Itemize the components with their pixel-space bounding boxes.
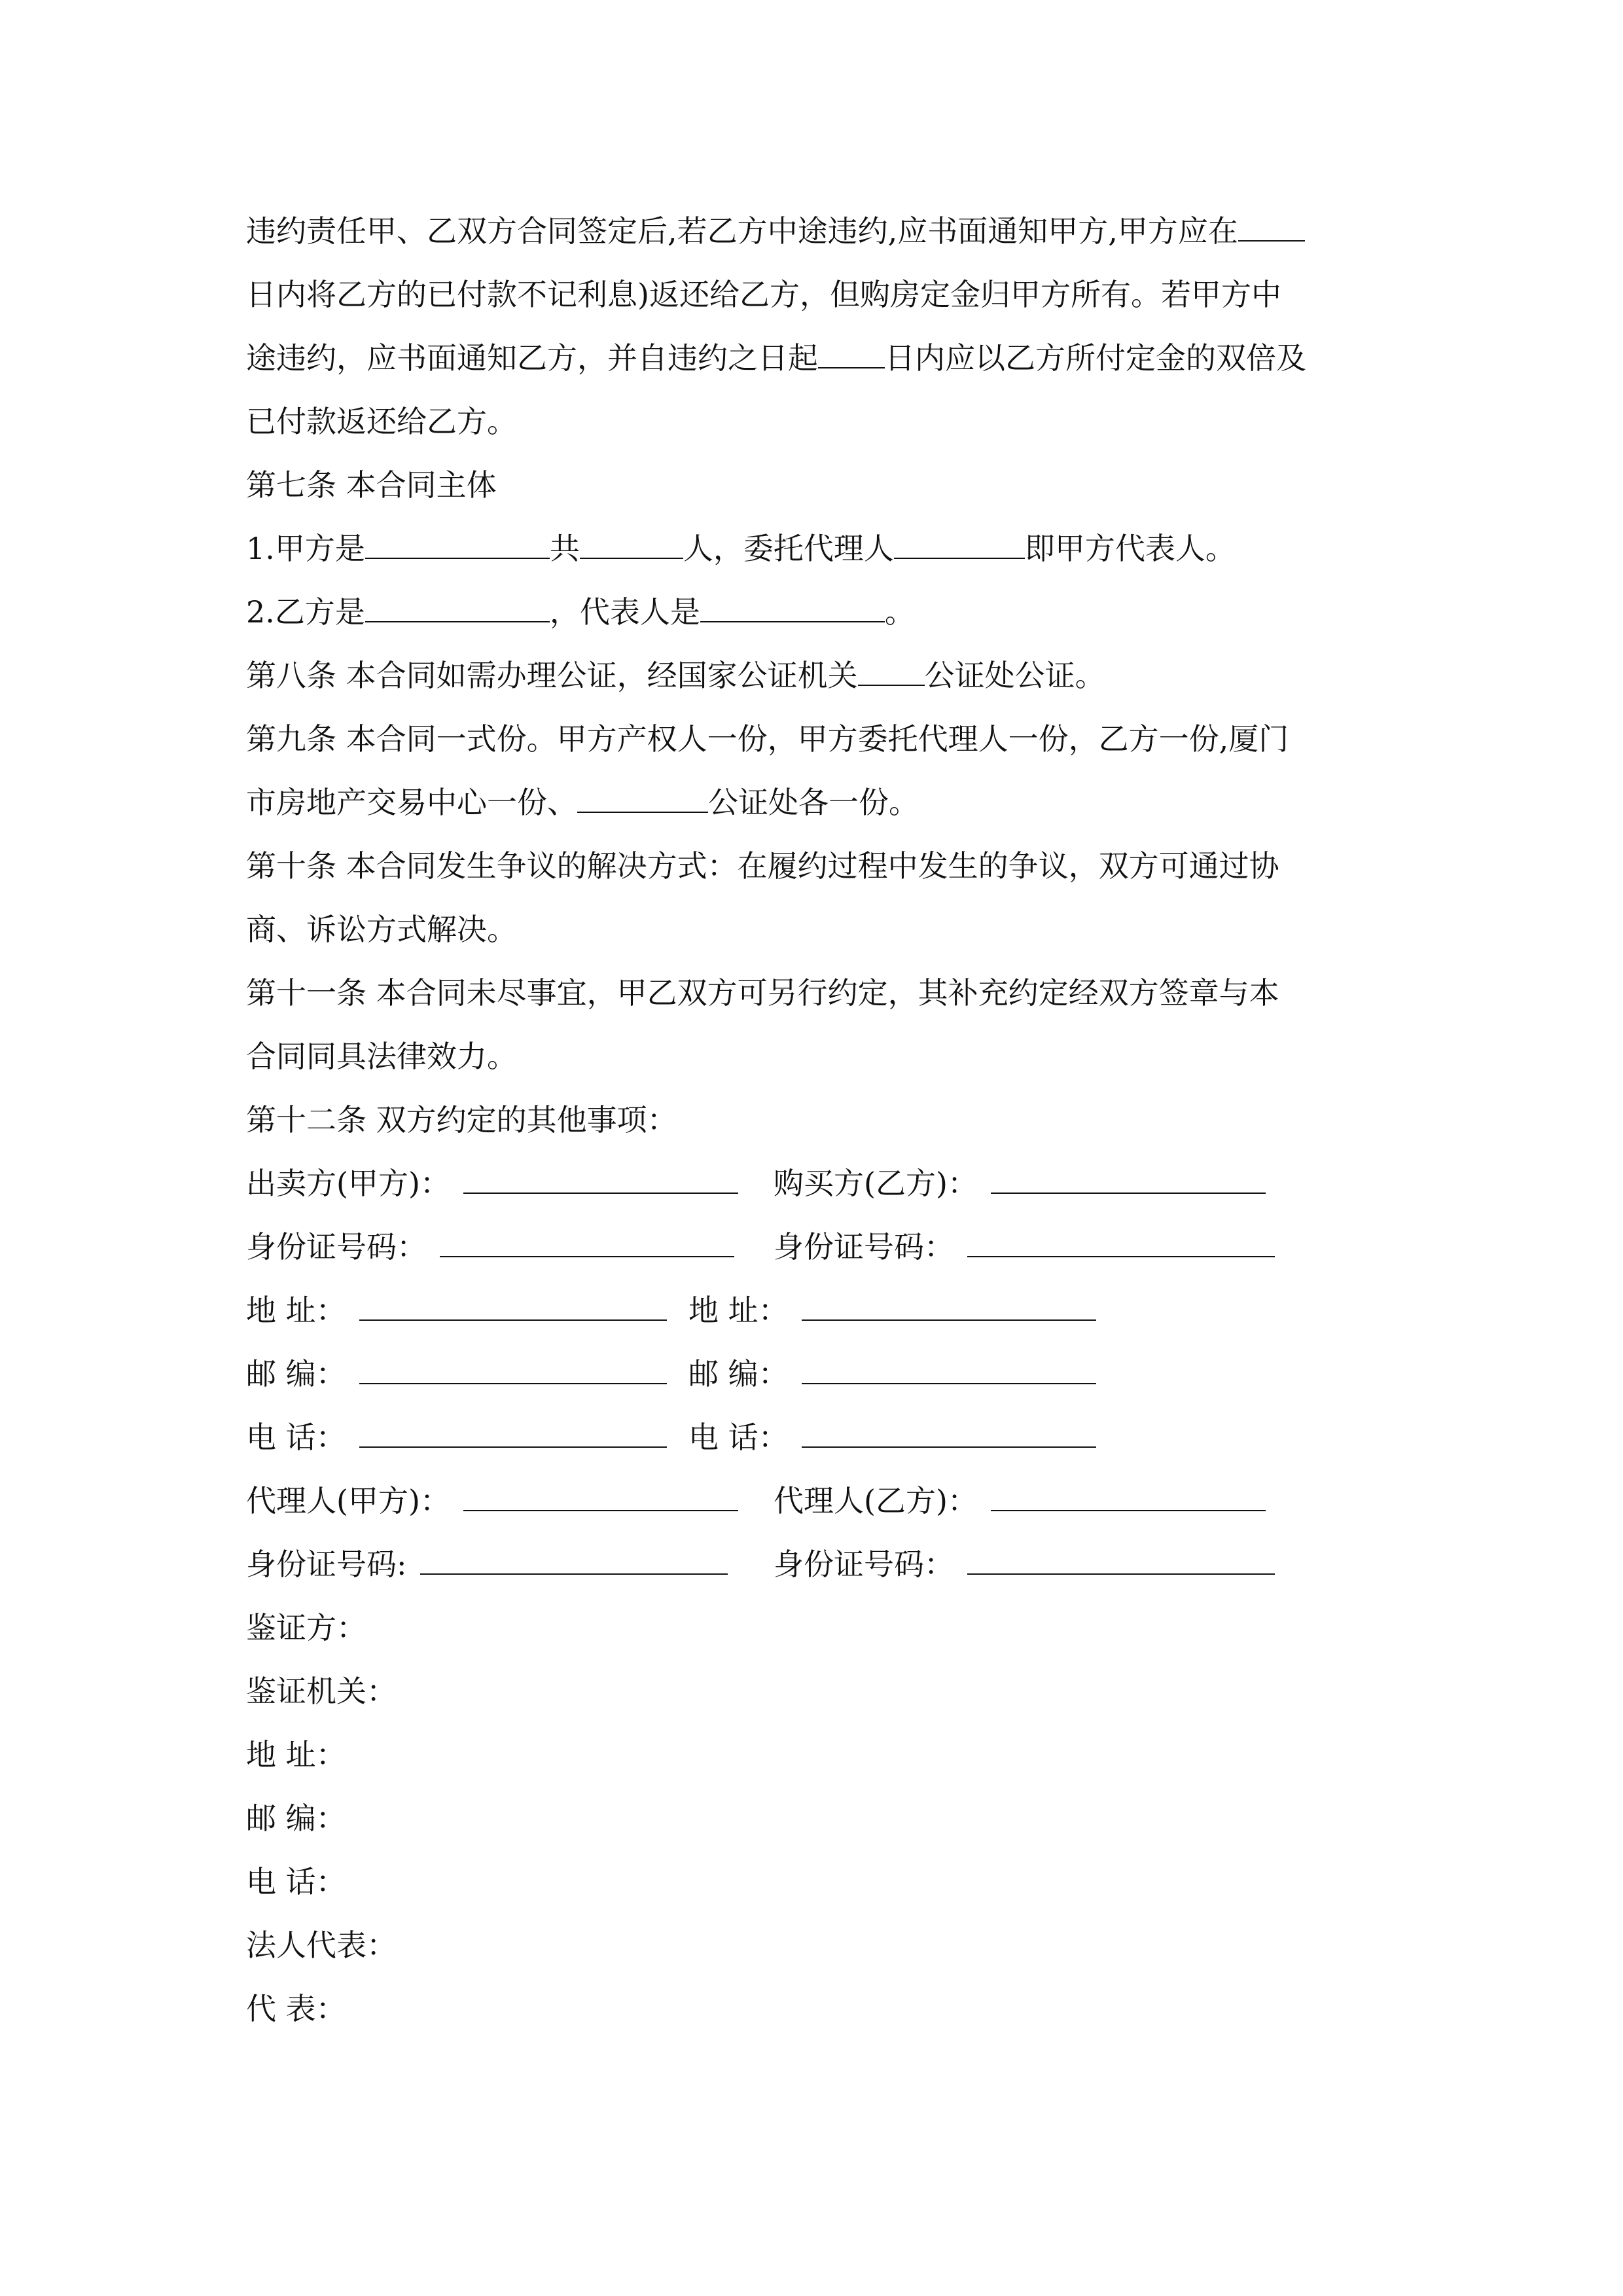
notary-authority: 鉴证机关： xyxy=(246,1674,397,1709)
sig-row-addr: 地 址： 地 址： xyxy=(246,1279,1385,1342)
blank-party-a-count xyxy=(580,529,683,559)
blank-notary-copy xyxy=(577,783,708,813)
sig-row-agents: 代理人(甲方)： 代理人(乙方)： xyxy=(246,1469,1385,1533)
blank-buyer-tel xyxy=(802,1418,1096,1448)
sig-row-tel: 电 话： 电 话： xyxy=(246,1406,1385,1469)
notary-post: 邮 编： xyxy=(246,1801,346,1836)
article8: 第八条 本合同如需办理公证，经国家公证机关 公证处公证。 xyxy=(246,644,1385,708)
blank-buyer-addr xyxy=(802,1291,1096,1321)
article11-line1: 第十一条 本合同未尽事宜，甲乙双方可另行约定，其补充约定经双方签章与本 xyxy=(246,975,1279,1011)
blank-party-a xyxy=(365,529,550,559)
sig-row-post: 邮 编： 邮 编： xyxy=(246,1342,1385,1406)
notary-addr: 地 址： xyxy=(246,1737,346,1772)
notary-rep: 代 表： xyxy=(246,1991,346,2026)
article6-line3: 途违约，应书面通知乙方，并自违约之日起 日内应以乙方所付定金的双倍及 xyxy=(246,327,1385,390)
article6-line2: 日内将乙方的已付款不记利息)返还给乙方，但购房定金归甲方所有。若甲方中 xyxy=(246,277,1281,312)
article11-line2: 合同同具法律效力。 xyxy=(246,1039,517,1074)
article12-title: 第十二条 双方约定的其他事项： xyxy=(246,1102,677,1138)
blank-seller-addr xyxy=(359,1291,667,1321)
blank-buyer-id xyxy=(967,1227,1275,1257)
article7-item2: 2.乙方是 ，代表人是 。 xyxy=(246,581,1385,644)
blank-buyer xyxy=(991,1164,1266,1194)
blank-notary-office xyxy=(858,656,925,686)
blank-party-a-agent xyxy=(894,529,1025,559)
blank-agent-b xyxy=(991,1481,1266,1511)
article7-item1: 1.甲方是 共 人，委托代理人 即甲方代表人。 xyxy=(246,517,1385,581)
blank-party-b-rep xyxy=(700,592,885,622)
notary-witness: 鉴证方： xyxy=(246,1610,366,1645)
blank-agent-b-id xyxy=(967,1545,1275,1575)
notary-legal-rep: 法人代表： xyxy=(246,1928,397,1963)
article6-line4: 已付款返还给乙方。 xyxy=(246,404,517,439)
blank-seller-tel xyxy=(359,1418,667,1448)
article9-line1: 第九条 本合同一式份。甲方产权人一份，甲方委托代理人一份，乙方一份,厦门 xyxy=(246,721,1289,757)
blank-agent-a xyxy=(463,1481,738,1511)
notary-tel: 电 话： xyxy=(246,1864,346,1899)
document-body xyxy=(246,200,1385,2041)
sig-row-parties: 出卖方(甲方)： 购买方(乙方)： xyxy=(246,1152,1385,1215)
blank-seller-id xyxy=(440,1227,734,1257)
article10-line1: 第十条 本合同发生争议的解决方式：在履约过程中发生的争议，双方可通过协 xyxy=(246,848,1279,884)
sig-row-id: 身份证号码： 身份证号码： xyxy=(246,1215,1385,1279)
blank-double-refund-days xyxy=(818,338,885,368)
blank-seller-post xyxy=(359,1354,667,1384)
blank-buyer-post xyxy=(802,1354,1096,1384)
article6-line1: 违约责任甲、乙双方合同签定后,若乙方中途违约,应书面通知甲方,甲方应在 xyxy=(246,200,1385,263)
sig-row-agent-id: 身份证号码: 身份证号码： xyxy=(246,1533,1385,1596)
blank-party-b xyxy=(365,592,550,622)
article10-line2: 商、诉讼方式解决。 xyxy=(246,912,517,947)
blank-refund-days xyxy=(1238,211,1305,242)
article9-line2: 市房地产交易中心一份、 公证处各一份。 xyxy=(246,771,1385,834)
article7-title: 第七条 本合同主体 xyxy=(246,467,497,503)
blank-agent-a-id xyxy=(420,1545,728,1575)
blank-seller xyxy=(463,1164,738,1194)
